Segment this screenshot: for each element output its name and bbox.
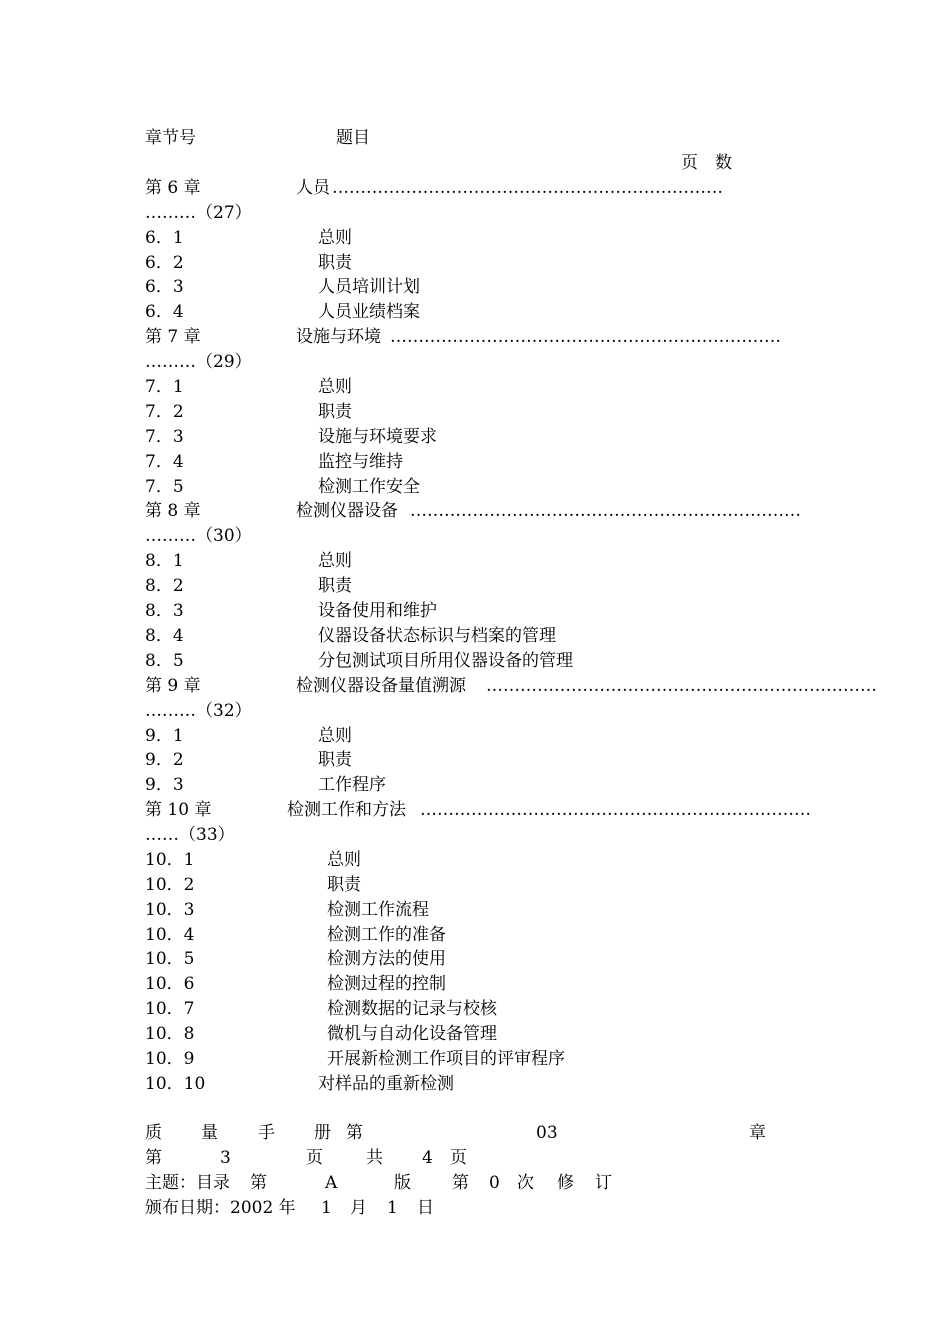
section-number: 7．1 <box>145 377 184 397</box>
section-number: 10．5 <box>145 949 195 969</box>
footer-page-prefix: 第 <box>145 1148 162 1168</box>
section-title: 职责 <box>318 750 352 770</box>
chapter-title: 检测仪器设备量值溯源 <box>296 676 466 696</box>
section-number: 6．2 <box>145 253 184 273</box>
section-number: 6．3 <box>145 277 184 297</box>
chapter-leader-dots: …………………………………………………………… <box>420 800 811 820</box>
footer-revision-number: 0 <box>489 1173 500 1193</box>
footer-manual-char: 质 <box>145 1123 162 1143</box>
footer-revision-char: 订 <box>595 1173 612 1193</box>
chapter-page-ref: ………（27） <box>145 203 252 223</box>
chapter-title: 人员 <box>296 178 330 198</box>
section-number: 8．2 <box>145 576 184 596</box>
chapter-leader-dots: …………………………………………………………… <box>486 676 877 696</box>
section-title: 检测工作的准备 <box>327 925 446 945</box>
section-title: 总则 <box>318 228 352 248</box>
footer-issue-label: 颁布日期：2002 年 <box>145 1198 296 1218</box>
chapter-label: 第 9 章 <box>145 676 201 696</box>
chapter-label: 第 7 章 <box>145 327 201 347</box>
section-title: 总则 <box>318 377 352 397</box>
section-title: 监控与维持 <box>318 452 403 472</box>
chapter-label: 第 8 章 <box>145 501 201 521</box>
header-pages-col: 页 数 <box>681 153 732 173</box>
section-number: 7．5 <box>145 477 184 497</box>
section-title: 检测数据的记录与校核 <box>327 999 497 1019</box>
footer-page-word: 页 <box>306 1148 323 1168</box>
footer-revision-char: 次 <box>517 1173 534 1193</box>
section-number: 6．1 <box>145 228 184 248</box>
section-number: 9．2 <box>145 750 184 770</box>
chapter-page-ref: ………（30） <box>145 526 252 546</box>
footer-chapter-suffix: 章 <box>749 1123 766 1143</box>
footer-day-word: 日 <box>417 1198 434 1218</box>
section-title: 检测工作流程 <box>327 900 429 920</box>
footer-subject-label: 主题：目录 <box>145 1173 230 1193</box>
chapter-title: 设施与环境 <box>296 327 381 347</box>
section-title: 设施与环境要求 <box>318 427 437 447</box>
chapter-label: 第 10 章 <box>145 800 212 820</box>
section-title: 职责 <box>318 402 352 422</box>
section-number: 8．4 <box>145 626 184 646</box>
section-title: 开展新检测工作项目的评审程序 <box>327 1049 565 1069</box>
section-number: 10．4 <box>145 925 195 945</box>
chapter-leader-dots: …………………………………………………………… <box>390 327 781 347</box>
header-title-col: 题目 <box>336 128 370 148</box>
section-number: 8．3 <box>145 601 184 621</box>
section-number: 7．2 <box>145 402 184 422</box>
section-number: 10．2 <box>145 875 195 895</box>
section-number: 10．3 <box>145 900 195 920</box>
chapter-leader-dots: …………………………………………………………… <box>332 178 723 198</box>
footer-page-number: 3 <box>220 1148 231 1168</box>
chapter-page-ref: ………（29） <box>145 352 252 372</box>
footer-month-word: 月 <box>350 1198 367 1218</box>
section-number: 6．4 <box>145 302 184 322</box>
chapter-label: 第 6 章 <box>145 178 201 198</box>
section-title: 工作程序 <box>318 775 386 795</box>
section-title: 职责 <box>327 875 361 895</box>
chapter-page-ref: ………（32） <box>145 701 252 721</box>
section-title: 人员培训计划 <box>318 277 420 297</box>
footer-issue-day: 1 <box>387 1198 398 1218</box>
section-number: 9．1 <box>145 726 184 746</box>
footer-total-word: 页 <box>450 1148 467 1168</box>
footer-edition-prefix: 第 <box>250 1173 267 1193</box>
header-chapter-col: 章节号 <box>145 128 196 148</box>
footer-total-prefix: 共 <box>366 1148 383 1168</box>
footer-total-number: 4 <box>422 1148 433 1168</box>
chapter-title: 检测工作和方法 <box>287 800 406 820</box>
section-title: 检测过程的控制 <box>327 974 446 994</box>
section-number: 10．8 <box>145 1024 195 1044</box>
section-number: 10．6 <box>145 974 195 994</box>
footer-manual-char: 量 <box>201 1123 218 1143</box>
section-number: 10．1 <box>145 850 195 870</box>
section-title: 仪器设备状态标识与档案的管理 <box>318 626 556 646</box>
section-title: 检测工作安全 <box>318 477 420 497</box>
section-number: 8．1 <box>145 551 184 571</box>
section-number: 8．5 <box>145 651 184 671</box>
section-title: 职责 <box>318 253 352 273</box>
section-number: 10．10 <box>145 1074 206 1094</box>
section-title: 人员业绩档案 <box>318 302 420 322</box>
footer-chapter-prefix: 第 <box>346 1123 363 1143</box>
footer-chapter-number: 03 <box>536 1123 558 1143</box>
section-title: 总则 <box>327 850 361 870</box>
section-title: 检测方法的使用 <box>327 949 446 969</box>
footer-manual-char: 册 <box>314 1123 331 1143</box>
footer-edition-letter: A <box>325 1173 338 1193</box>
section-title: 微机与自动化设备管理 <box>327 1024 497 1044</box>
section-title: 职责 <box>318 576 352 596</box>
chapter-page-ref: ……（33） <box>145 825 235 845</box>
footer-manual-char: 手 <box>258 1123 275 1143</box>
section-number: 7．3 <box>145 427 184 447</box>
section-title: 对样品的重新检测 <box>318 1074 454 1094</box>
section-title: 总则 <box>318 551 352 571</box>
chapter-leader-dots: …………………………………………………………… <box>410 501 801 521</box>
footer-edition-word: 版 <box>394 1173 411 1193</box>
section-number: 10．9 <box>145 1049 195 1069</box>
chapter-title: 检测仪器设备 <box>296 501 398 521</box>
section-title: 总则 <box>318 726 352 746</box>
section-title: 分包测试项目所用仪器设备的管理 <box>318 651 573 671</box>
footer-issue-month: 1 <box>321 1198 332 1218</box>
section-title: 设备使用和维护 <box>318 601 437 621</box>
section-number: 7．4 <box>145 452 184 472</box>
section-number: 10．7 <box>145 999 195 1019</box>
footer-revision-char: 修 <box>557 1173 574 1193</box>
section-number: 9．3 <box>145 775 184 795</box>
footer-revision-prefix: 第 <box>452 1173 469 1193</box>
